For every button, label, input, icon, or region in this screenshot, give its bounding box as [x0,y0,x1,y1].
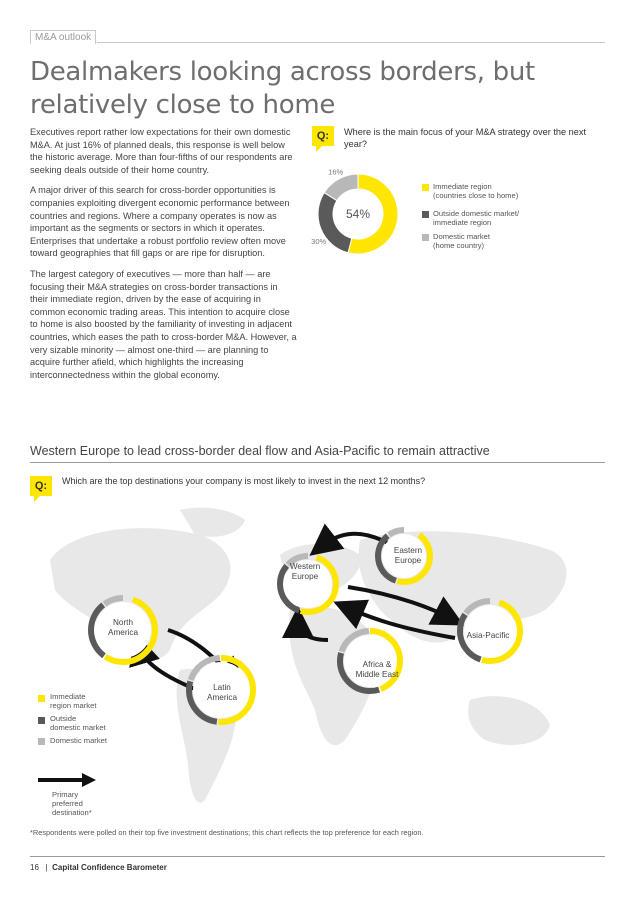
legend-item-outside: Outside domestic market/ immediate region [433,209,520,227]
section-2-title: Western Europe to lead cross-border deal flow and Asia-Pacific to remain attractive [30,444,490,458]
section-tag: M&A outlook [30,30,96,44]
map-legend-outside: Outside domestic market [50,714,106,732]
slice-immediate-label: 54% [345,207,371,221]
question-badge-2: Q: [30,476,52,496]
donut-chart [308,168,408,260]
region-label-western-europe: Western Europe [289,562,321,581]
header-rule [97,42,605,43]
map-legend-swatch-domestic [38,738,45,745]
map-legend-swatch-outside [38,717,45,724]
legend-swatch-outside [422,211,429,218]
section-2-rule [30,462,605,463]
slice-domestic-label: 16% [328,168,344,177]
page-title: Dealmakers looking across borders, but relatively close to home [30,57,535,120]
region-label-africa-middle-east: Africa & Middle East [355,660,399,679]
region-label-latin-america: Latin America [206,683,238,702]
question-2-text: Which are the top destinations your company is most likely to invest in the next 12 months? [62,476,426,486]
body-text [30,126,298,389]
arrow-legend-icon [36,772,98,788]
body-paragraph-2: A major driver of this search for cross-border opportunities is companies exploiting divergent economic performance between countries and regions. Where a company operates is now as important as the segments or sectors in which it operates. Enterprises that undertake a robust portfolio review often move toward geographies that fill gaps or are ripe for disruption. [30,185,290,259]
arrow-legend-label: Primary preferred destination* [52,790,92,817]
map-legend [38,692,168,752]
map-legend-immediate: Immediate region market [50,692,97,710]
donut-legend [420,182,600,262]
page-number: 16 [30,863,39,872]
footer-separator: | [45,863,48,872]
map-legend-swatch-immediate [38,695,45,702]
region-label-asia-pacific: Asia-Pacific [466,631,510,640]
slice-outside-label: 30% [311,236,327,246]
legend-item-domestic: Domestic market (home country) [433,232,490,250]
footer-rule [30,856,605,857]
world-map [30,500,605,820]
legend-swatch-immediate [422,184,429,191]
publication-name: Capital Confidence Barometer [52,863,167,872]
question-1-text: Where is the main focus of your M&A strategy over the next year? [344,127,587,149]
legend-swatch-domestic [422,234,429,241]
map-legend-domestic: Domestic market [50,736,107,745]
footer [30,863,167,872]
region-label-north-america: North America [107,618,139,637]
footnote: *Respondents were polled on their top five investment destinations; this chart reflects the top preference for each region. [30,828,424,837]
body-paragraph-3: The largest category of executives — more than half — are focusing their M&A strategies on cross-border transactions in their immediate region, driven by the ease of acquiring in common economic trading areas. This intention to acquire close to home is also boosted by the familiarity of investing in adjacent countries, which eases the path to cross-border M&A. However, a very sizable minority — almost one-third — are planning to acquire further afield, which highlights the increasing interconnectedness within the global economy. [30,268,297,380]
region-label-eastern-europe: Eastern Europe [393,546,423,565]
question-badge: Q: [312,126,334,146]
body-paragraph-1: Executives report rather low expectations for their own domestic M&A. At just 16% of planned deals, this response is well below the historic average. More than four-fifths of our respondents are seeking deals outside of their home country. [30,127,293,175]
legend-item-immediate: Immediate region (countries close to home) [433,182,519,200]
